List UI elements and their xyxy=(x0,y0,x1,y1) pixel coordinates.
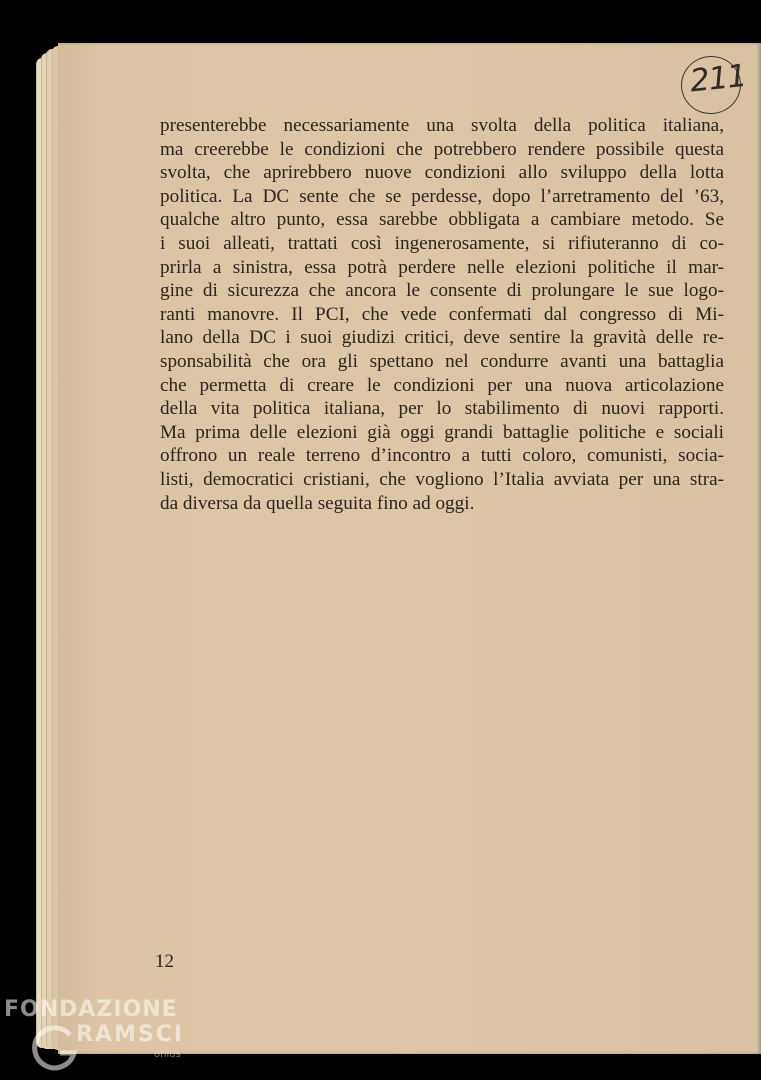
text-line: gine di sicurezza che ancora le consente di prolungare le sue logo- xyxy=(160,280,724,302)
watermark xyxy=(4,997,204,1077)
page-number: 12 xyxy=(155,951,174,972)
text-line: sponsabilità che ora gli spettano nel condurre avanti una battaglia xyxy=(160,350,724,372)
text-line: che permetta di creare le condizioni per una nuova articolazione xyxy=(160,374,724,396)
text-line: prirla a sinistra, essa potrà perdere nelle elezioni politiche il mar- xyxy=(160,256,724,278)
text-line: della vita politica italiana, per lo stabilimento di nuovi rapporti. xyxy=(160,398,724,420)
watermark-line2: RAMSCI xyxy=(76,1022,185,1047)
watermark-line1: FONDAZIONE xyxy=(4,997,178,1022)
archive-number: 211 xyxy=(688,57,748,100)
text-line: offrono un reale terreno d’incontro a tutti coloro, comunisti, socia- xyxy=(160,445,724,467)
text-line: listi, democratici cristiani, che vogliono l’Italia avviata per una stra- xyxy=(160,468,724,490)
text-line: qualche altro punto, essa sarebbe obbligata a cambiare metodo. Se xyxy=(160,209,724,231)
text-line: svolta, che aprirebbero nuove condizioni allo sviluppo della lotta xyxy=(160,162,724,184)
text-line: lano della DC i suoi giudizi critici, deve sentire la gravità delle re- xyxy=(160,327,724,349)
watermark-line3: onlus xyxy=(154,1049,181,1060)
text-line: politica. La DC sente che se perdesse, dopo l’arretramento del ’63, xyxy=(160,185,724,207)
gramsci-logo-icon xyxy=(30,1023,82,1075)
body-text xyxy=(160,114,724,515)
text-line: ma creerebbe le condizioni che potrebbero rendere possibile questa xyxy=(160,138,724,160)
text-line: ranti manovre. Il PCI, che vede confermati dal congresso di Mi- xyxy=(160,303,724,325)
text-line: da diversa da quella seguita fino ad oggi. xyxy=(160,492,475,514)
text-line: presenterebbe necessariamente una svolta della politica italiana, xyxy=(160,115,724,136)
text-line: Ma prima delle elezioni già oggi grandi battaglie politiche e sociali xyxy=(160,421,724,443)
text-line: i suoi alleati, trattati così ingenerosamente, si rifiuteranno di co- xyxy=(160,232,724,254)
